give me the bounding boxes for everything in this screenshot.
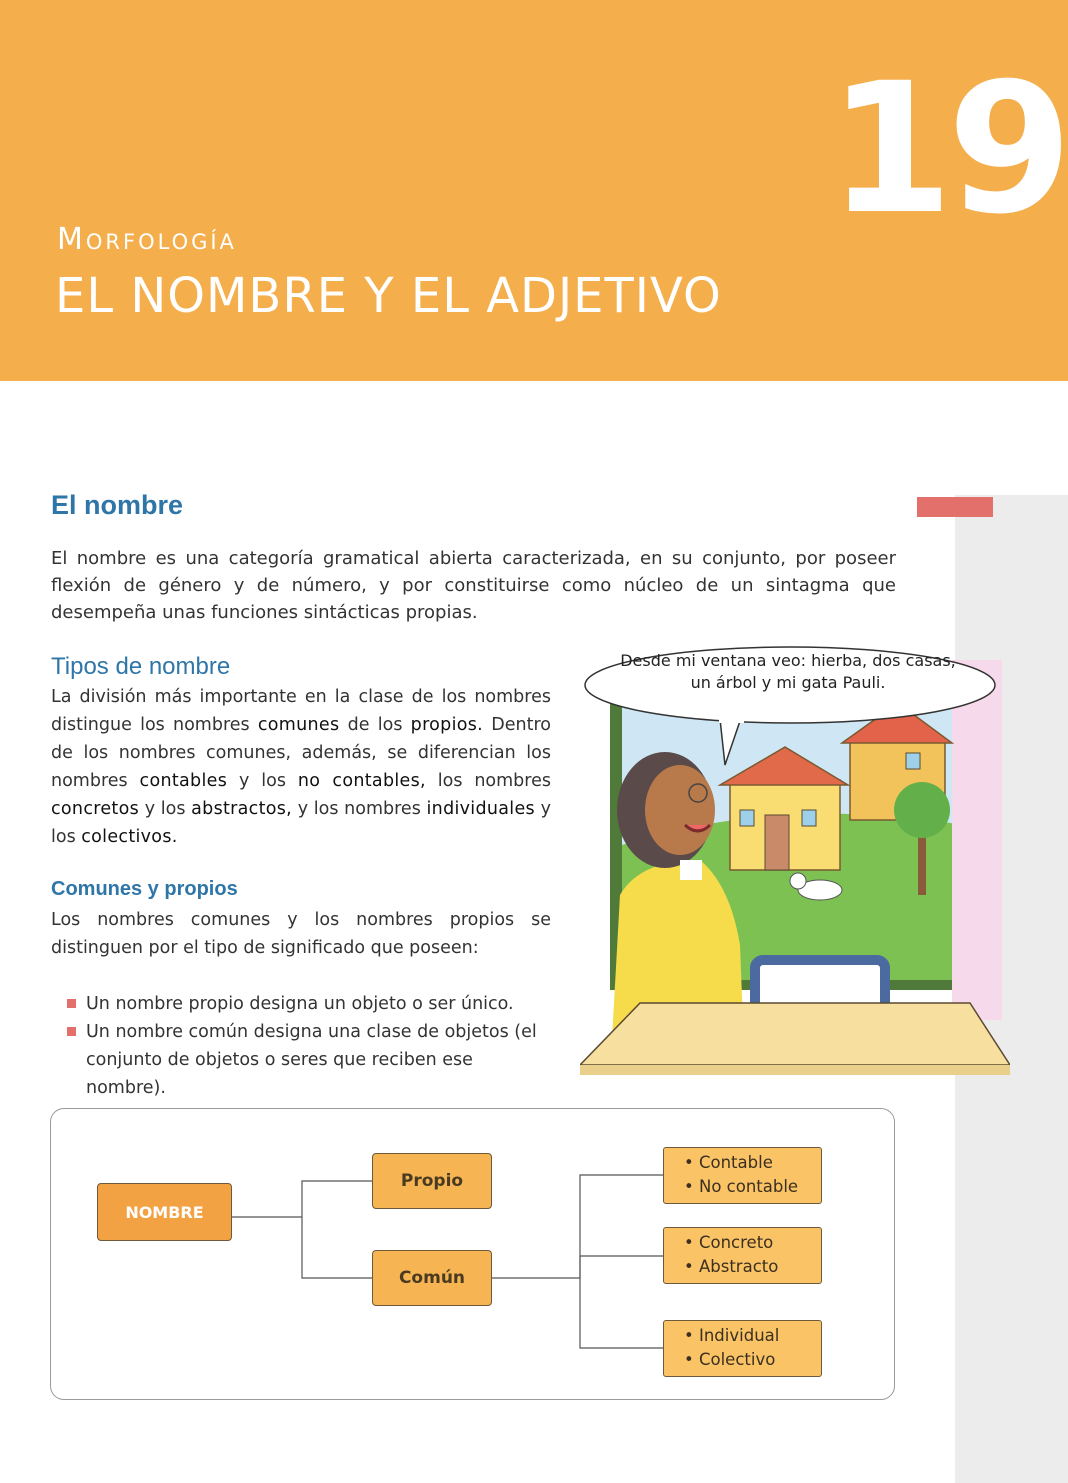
list-item: Un nombre propio designa un objeto o ser único. (66, 990, 556, 1018)
node-propio: Propio (372, 1153, 492, 1209)
leaf-item: • Abstracto (684, 1255, 821, 1279)
node-comun: Común (372, 1250, 492, 1306)
leaf-individual-group (663, 1320, 822, 1377)
term-no-contables: no contables, (297, 771, 426, 791)
term-concretos: concretos (51, 799, 140, 819)
leaf-item: • No contable (684, 1175, 821, 1199)
heading-comunes-y-propios: Comunes y propios (51, 878, 238, 900)
chapter-title: EL NOMBRE Y EL ADJETIVO (55, 268, 722, 324)
leaf-item: • Colectivo (684, 1348, 821, 1372)
heading-tipos-de-nombre: Tipos de nombre (51, 653, 231, 680)
heading-el-nombre: El nombre (51, 490, 184, 520)
leaf-concreto-group (663, 1227, 822, 1284)
tipos-paragraph: La división más importante en la clase de los nombres distingue los nombres comunes de los propios. Dentro de los nombres comunes, además, se diferencian los nombres contables y los no contables, los nombres concretos y los abstractos, y los nombres individuales y los colectivos. (51, 687, 551, 847)
term-contables: contables (139, 771, 228, 791)
term-abstractos: abstractos, (191, 799, 293, 819)
leaf-contable-group (663, 1147, 822, 1204)
leaf-item: • Contable (684, 1151, 821, 1175)
term-propios: propios. (410, 715, 484, 735)
term-individuales: individuales (426, 799, 535, 819)
term-colectivos: colectivos. (81, 827, 178, 847)
speech-bubble-text: Desde mi ventana veo: hierba, dos casas, un árbol y mi gata Pauli. (620, 651, 956, 692)
leaf-item: • Individual (684, 1324, 821, 1348)
node-nombre: NOMBRE (97, 1183, 232, 1241)
term-comunes: comunes (257, 715, 340, 735)
section-label: Morfología (57, 222, 237, 257)
leaf-item: • Concreto (684, 1231, 821, 1255)
chapter-number: 19 (828, 45, 1067, 254)
comunes-paragraph: Los nombres comunes y los nombres propios se distinguen por el tipo de significado que poseen: (51, 910, 551, 958)
list-item: Un nombre común designa una clase de objetos (el conjunto de objetos o seres que reciben ese nombre). (66, 1018, 556, 1102)
intro-paragraph: El nombre es una categoría gramatical abierta caracterizada, en su conjunto, por poseer flexión de género y de número, y por constituirse como núcleo de un sintagma que desempeña unas funciones sintácticas propias. (51, 548, 896, 623)
